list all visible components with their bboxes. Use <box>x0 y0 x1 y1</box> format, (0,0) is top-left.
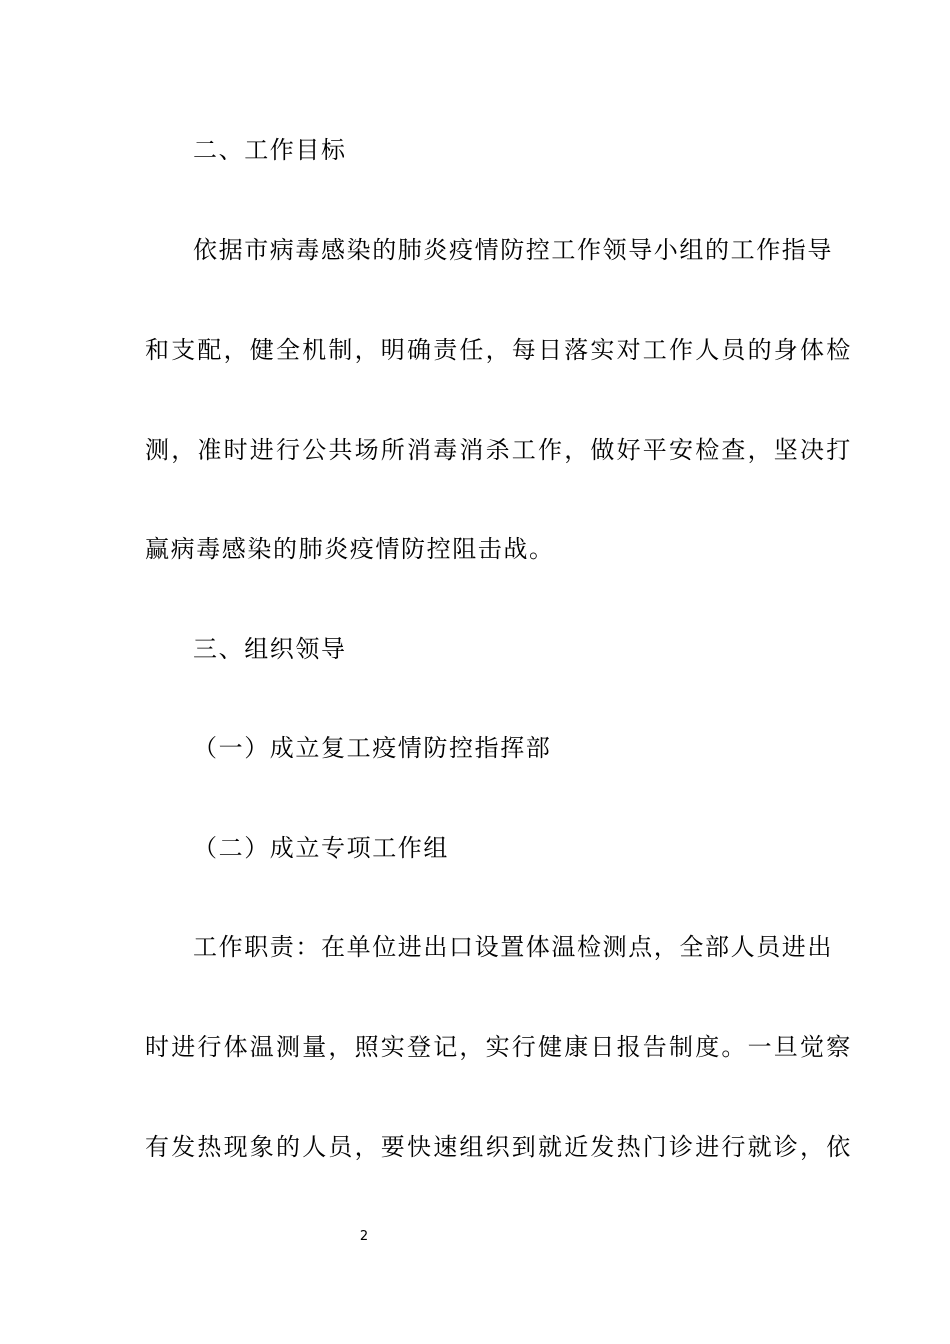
subsection-heading-command-center: （一）成立复工疫情防控指挥部 <box>193 734 552 762</box>
section-heading-organization: 三、组织领导 <box>193 635 347 663</box>
page-number: 2 <box>359 1229 369 1244</box>
paragraph-line: 有发热现象的人员，要快速组织到就近发热门诊进行就诊，依 <box>145 1133 853 1161</box>
paragraph-line: 工作职责：在单位进出口设置体温检测点，全部人员进出 <box>193 933 833 961</box>
subsection-heading-special-group: （二）成立专项工作组 <box>193 834 449 862</box>
section-heading-work-goals: 二、工作目标 <box>193 136 347 164</box>
paragraph-line: 测，准时进行公共场所消毒消杀工作，做好平安检查，坚决打 <box>145 436 853 464</box>
paragraph-line: 时进行体温测量，照实登记，实行健康日报告制度。一旦觉察 <box>145 1033 853 1061</box>
paragraph-line: 赢病毒感染的肺炎疫情防控阻击战。 <box>145 535 555 563</box>
paragraph-line: 依据市病毒感染的肺炎疫情防控工作领导小组的工作指导 <box>193 236 833 264</box>
paragraph-line: 和支配，健全机制，明确责任，每日落实对工作人员的身体检 <box>145 336 853 364</box>
